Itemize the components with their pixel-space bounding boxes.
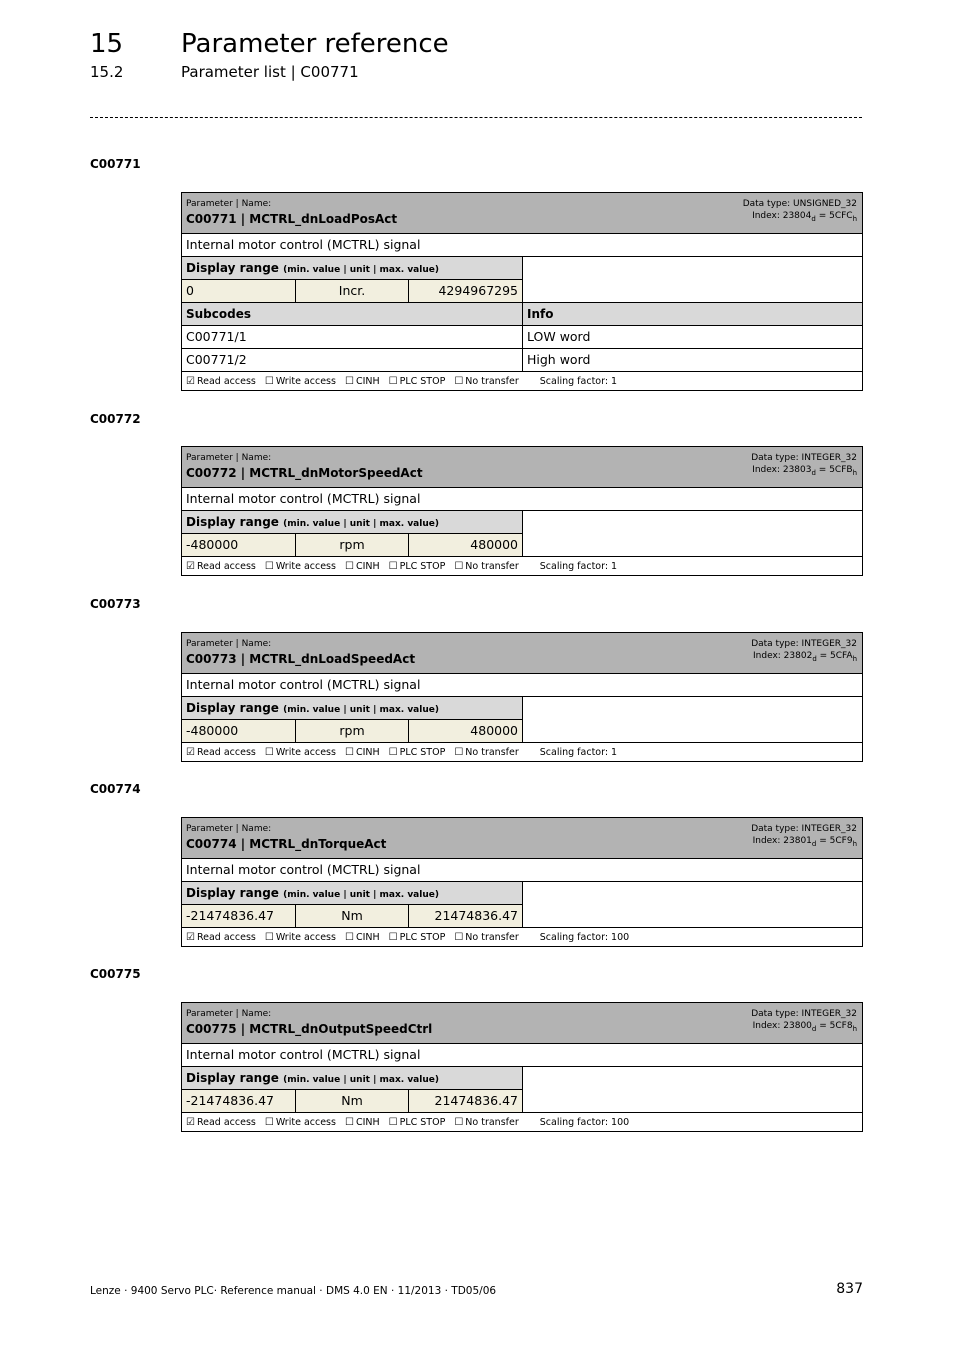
data-type: Data type: INTEGER_32 [751,639,857,649]
flag-write-access: ☐ Write access [264,931,336,943]
data-type: Data type: INTEGER_32 [751,453,857,463]
checkbox-icon: ☐ [454,375,464,387]
description: Internal motor control (MCTRL) signal [186,491,421,506]
info-label: Info [527,307,554,321]
description: Internal motor control (MCTRL) signal [186,862,421,877]
range-unit: Incr. [296,280,410,302]
table-row [182,349,862,372]
description: Internal motor control (MCTRL) signal [186,1047,421,1062]
flag-plc-stop: ☐ PLC STOP [388,375,446,387]
description: Internal motor control (MCTRL) signal [186,677,421,692]
access-flags [182,928,862,946]
data-type: Data type: UNSIGNED_32 [742,199,857,209]
display-range [182,1067,862,1113]
flag-read-access: ☑ Read access [186,931,256,943]
section-label-c00772: C00772 [90,412,141,426]
range-max: 21474836.47 [434,908,519,923]
display-range-title: Display range (min. value | unit | max. value) [182,257,522,280]
flag-no-transfer: ☐ No transfer [454,560,519,572]
flag-read-access: ☑ Read access [186,375,256,387]
flag-cinh: ☐ CINH [344,375,380,387]
param-name: C00774 | MCTRL_dnTorqueAct [186,837,387,851]
subcode-info: LOW word [527,329,591,344]
checkbox-icon: ☐ [264,746,274,758]
flag-read-access: ☑ Read access [186,1116,256,1128]
range-max: 480000 [470,537,519,552]
param-index: Index: $23802_d = 5CFA_h$ [753,651,857,663]
checkbox-icon: ☐ [454,560,464,572]
checkbox-icon: ☐ [388,931,398,943]
range-unit: rpm [296,720,410,742]
param-index: Index: $23804_d = 5CFC_h$ [752,211,857,223]
subcodes-label: Subcodes [182,303,523,325]
checkbox-icon: ☐ [264,1116,274,1128]
scaling-factor: Scaling factor: 1 [539,746,618,758]
description-row [182,234,862,257]
param-header [182,818,862,859]
param-table-c00775 [181,1002,863,1132]
checkbox-icon: ☐ [264,375,274,387]
param-table-c00771 [181,192,863,391]
checked-box-icon: ☑ [186,375,195,387]
range-max: 21474836.47 [434,1093,519,1108]
param-index: Index: $23803_d = 5CFB_h$ [752,465,857,477]
range-max: 480000 [470,723,519,738]
flag-no-transfer: ☐ No transfer [454,1116,519,1128]
section-label-c00773: C00773 [90,597,141,611]
param-index: Index: $23800_d = 5CF8_h$ [752,1021,857,1033]
display-range [182,697,862,743]
header-divider [90,117,862,118]
param-name: C00775 | MCTRL_dnOutputSpeedCtrl [186,1022,433,1036]
page-number: 837 [836,1281,863,1297]
scaling-factor: Scaling factor: 1 [539,375,618,387]
scaling-factor: Scaling factor: 100 [539,1116,630,1128]
name-label: Parameter | Name: [186,1009,272,1019]
range-unit: Nm [296,1090,410,1112]
param-header [182,193,862,234]
description-row [182,859,862,882]
flag-read-access: ☑ Read access [186,746,256,758]
flag-cinh: ☐ CINH [344,931,380,943]
checkbox-icon: ☐ [388,560,398,572]
flag-cinh: ☐ CINH [344,1116,380,1128]
name-label: Parameter | Name: [186,453,272,463]
checkbox-icon: ☐ [388,1116,398,1128]
flag-cinh: ☐ CINH [344,560,380,572]
display-range-title: Display range (min. value | unit | max. value) [182,1067,522,1090]
display-range-title: Display range (min. value | unit | max. value) [182,511,522,534]
chapter-title: Parameter reference [181,29,449,59]
name-label: Parameter | Name: [186,199,272,209]
access-flags [182,743,862,761]
checkbox-icon: ☐ [344,931,354,943]
checked-box-icon: ☑ [186,1116,195,1128]
flag-write-access: ☐ Write access [264,375,336,387]
section-label-c00771: C00771 [90,157,141,171]
description-row [182,1044,862,1067]
flag-plc-stop: ☐ PLC STOP [388,560,446,572]
param-table-c00774 [181,817,863,947]
display-range-title: Display range (min. value | unit | max. value) [182,697,522,720]
flag-read-access: ☑ Read access [186,560,256,572]
range-max: 4294967295 [438,283,519,298]
checkbox-icon: ☐ [264,931,274,943]
checkbox-icon: ☐ [454,746,464,758]
description: Internal motor control (MCTRL) signal [186,237,421,252]
section-label-c00774: C00774 [90,782,141,796]
section-title: Parameter list | C00771 [181,63,359,81]
param-header [182,633,862,674]
checkbox-icon: ☐ [344,375,354,387]
checkbox-icon: ☐ [454,1116,464,1128]
param-table-c00773 [181,632,863,762]
description-row [182,674,862,697]
checked-box-icon: ☑ [186,746,195,758]
display-range-title: Display range (min. value | unit | max. value) [182,882,522,905]
range-min: -21474836.47 [182,1090,296,1112]
display-range [182,257,862,303]
range-unit: rpm [296,534,410,556]
param-name: C00771 | MCTRL_dnLoadPosAct [186,212,398,226]
flag-no-transfer: ☐ No transfer [454,931,519,943]
param-header [182,1003,862,1044]
checkbox-icon: ☐ [344,1116,354,1128]
flag-cinh: ☐ CINH [344,746,380,758]
flag-plc-stop: ☐ PLC STOP [388,1116,446,1128]
range-min: -21474836.47 [182,905,296,927]
data-type: Data type: INTEGER_32 [751,824,857,834]
range-min: -480000 [182,720,296,742]
checked-box-icon: ☑ [186,931,195,943]
checkbox-icon: ☐ [344,746,354,758]
section-number: 15.2 [90,63,124,81]
footer-text: Lenze · 9400 Servo PLC· Reference manual · DMS 4.0 EN · 11/2013 · TD05/06 [90,1285,497,1297]
param-index: Index: $23801_d = 5CF9_h$ [752,836,857,848]
data-type: Data type: INTEGER_32 [751,1009,857,1019]
subcode: C00771/1 [182,326,523,348]
subcode: C00771/2 [182,349,523,371]
checkbox-icon: ☐ [264,560,274,572]
name-label: Parameter | Name: [186,824,272,834]
flag-write-access: ☐ Write access [264,746,336,758]
display-range [182,511,862,557]
flag-no-transfer: ☐ No transfer [454,375,519,387]
section-label-c00775: C00775 [90,967,141,981]
chapter-number: 15 [90,29,124,59]
param-table-c00772 [181,446,863,576]
checkbox-icon: ☐ [388,375,398,387]
display-range [182,882,862,928]
param-name: C00773 | MCTRL_dnLoadSpeedAct [186,652,416,666]
description-row [182,488,862,511]
name-label: Parameter | Name: [186,639,272,649]
subcode-info: High word [527,352,591,367]
flag-plc-stop: ☐ PLC STOP [388,931,446,943]
scaling-factor: Scaling factor: 100 [539,931,630,943]
range-min: 0 [182,280,296,302]
checked-box-icon: ☑ [186,560,195,572]
table-row [182,326,862,349]
param-name: C00772 | MCTRL_dnMotorSpeedAct [186,466,423,480]
flag-no-transfer: ☐ No transfer [454,746,519,758]
flag-write-access: ☐ Write access [264,1116,336,1128]
scaling-factor: Scaling factor: 1 [539,560,618,572]
checkbox-icon: ☐ [454,931,464,943]
flag-plc-stop: ☐ PLC STOP [388,746,446,758]
access-flags [182,557,862,575]
param-header [182,447,862,488]
access-flags [182,372,862,390]
subcodes-header [182,303,862,326]
access-flags [182,1113,862,1131]
range-unit: Nm [296,905,410,927]
checkbox-icon: ☐ [388,746,398,758]
checkbox-icon: ☐ [344,560,354,572]
range-min: -480000 [182,534,296,556]
flag-write-access: ☐ Write access [264,560,336,572]
